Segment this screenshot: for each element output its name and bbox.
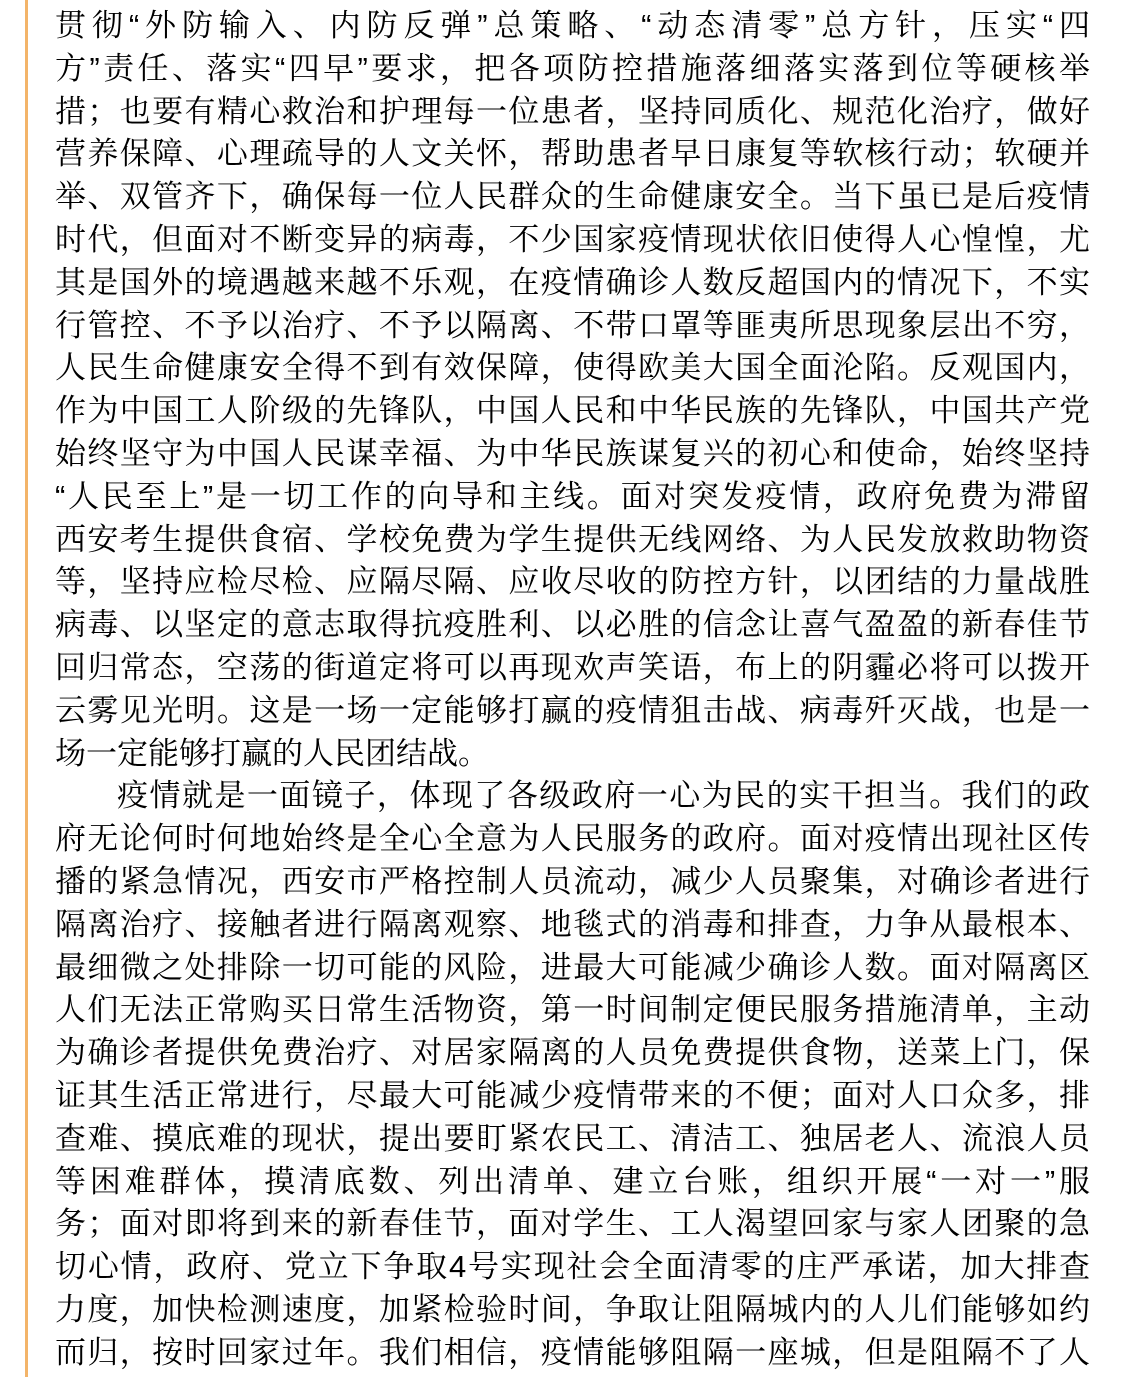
text-line: 举、双管齐下，确保每一位人民群众的生命健康安全。当下虽已是后疫情 bbox=[55, 179, 1090, 215]
text-line: 时代，但面对不断变异的病毒，不少国家疫情现状依旧使得人心惶惶，尤 bbox=[55, 221, 1090, 257]
document-text-area bbox=[55, 5, 1090, 1375]
text-line: 最细微之处排除一切可能的风险，进最大可能减少确诊人数。面对隔离区 bbox=[55, 949, 1090, 985]
text-line: 疫情就是一面镜子，体现了各级政府一心为民的实干担当。我们的政 bbox=[117, 778, 1090, 814]
text-line: 府无论何时何地始终是全心全意为人民服务的政府。面对疫情出现社区传 bbox=[55, 821, 1090, 857]
paragraph bbox=[55, 5, 1090, 775]
paragraph bbox=[55, 775, 1090, 1374]
text-line: 力度，加快检测速度，加紧检验时间，争取让阻隔城内的人儿们能够如约 bbox=[55, 1291, 1090, 1327]
text-line: 西安考生提供食宿、学校免费为学生提供无线网络、为人民发放救助物资 bbox=[55, 521, 1090, 557]
text-line: 病毒、以坚定的意志取得抗疫胜利、以必胜的信念让喜气盈盈的新春佳节 bbox=[55, 607, 1090, 643]
text-line: 等，坚持应检尽检、应隔尽隔、应收尽收的防控方针，以团结的力量战胜 bbox=[55, 564, 1090, 600]
text-line: 其是国外的境遇越来越不乐观，在疫情确诊人数反超国内的情况下，不实 bbox=[55, 264, 1090, 300]
text-line: 云雾见光明。这是一场一定能够打赢的疫情狙击战、病毒歼灭战，也是一 bbox=[55, 692, 1090, 728]
text-line: “人民至上”是一切工作的向导和主线。面对突发疫情，政府免费为滞留 bbox=[55, 478, 1090, 514]
text-line: 人们无法正常购买日常生活物资，第一时间制定便民服务措施清单，主动 bbox=[55, 992, 1090, 1028]
text-line: 播的紧急情况，西安市严格控制人员流动，减少人员聚集，对确诊者进行 bbox=[55, 863, 1090, 899]
text-line: 等困难群体，摸清底数、列出清单、建立台账，组织开展“一对一”服 bbox=[55, 1163, 1090, 1199]
text-line: 方”责任、落实“四早”要求，把各项防控措施落细落实落到位等硬核举 bbox=[55, 50, 1090, 86]
text-line: 行管控、不予以治疗、不予以隔离、不带口罩等匪夷所思现象层出不穷， bbox=[55, 307, 1090, 343]
text-line: 查难、摸底难的现状，提出要盯紧农民工、清洁工、独居老人、流浪人员 bbox=[55, 1120, 1090, 1156]
text-line: 务；面对即将到来的新春佳节，面对学生、工人渴望回家与家人团聚的急 bbox=[55, 1206, 1090, 1242]
text-line: 而归，按时回家过年。我们相信，疫情能够阻隔一座城，但是阻隔不了人 bbox=[55, 1334, 1090, 1370]
text-line: 措；也要有精心救治和护理每一位患者，坚持同质化、规范化治疗，做好 bbox=[55, 93, 1090, 129]
text-line: 营养保障、心理疏导的人文关怀，帮助患者早日康复等软核行动；软硬并 bbox=[55, 136, 1090, 172]
text-line: 为确诊者提供免费治疗、对居家隔离的人员免费提供食物，送菜上门，保 bbox=[55, 1035, 1090, 1071]
text-line: 回归常态，空荡的街道定将可以再现欢声笑语，布上的阴霾必将可以拨开 bbox=[55, 649, 1090, 685]
page-left-border bbox=[25, 0, 28, 1377]
text-line: 人民生命健康安全得不到有效保障，使得欧美大国全面沦陷。反观国内， bbox=[55, 350, 1090, 386]
text-line: 场一定能够打赢的人民团结战。 bbox=[55, 735, 489, 771]
text-line: 隔离治疗、接触者进行隔离观察、地毯式的消毒和排查，力争从最根本、 bbox=[55, 906, 1090, 942]
text-line: 切心情，政府、党立下争取4号实现社会全面清零的庄严承诺，加大排查 bbox=[55, 1249, 1090, 1285]
text-line: 证其生活正常进行，尽最大可能减少疫情带来的不便；面对人口众多，排 bbox=[55, 1077, 1090, 1113]
text-line: 始终坚守为中国人民谋幸福、为中华民族谋复兴的初心和使命，始终坚持 bbox=[55, 435, 1090, 471]
text-line: 作为中国工人阶级的先锋队，中国人民和中华民族的先锋队，中国共产党 bbox=[55, 393, 1090, 429]
text-line: 贯彻“外防输入、内防反弹”总策略、“动态清零”总方针，压实“四 bbox=[55, 8, 1090, 43]
